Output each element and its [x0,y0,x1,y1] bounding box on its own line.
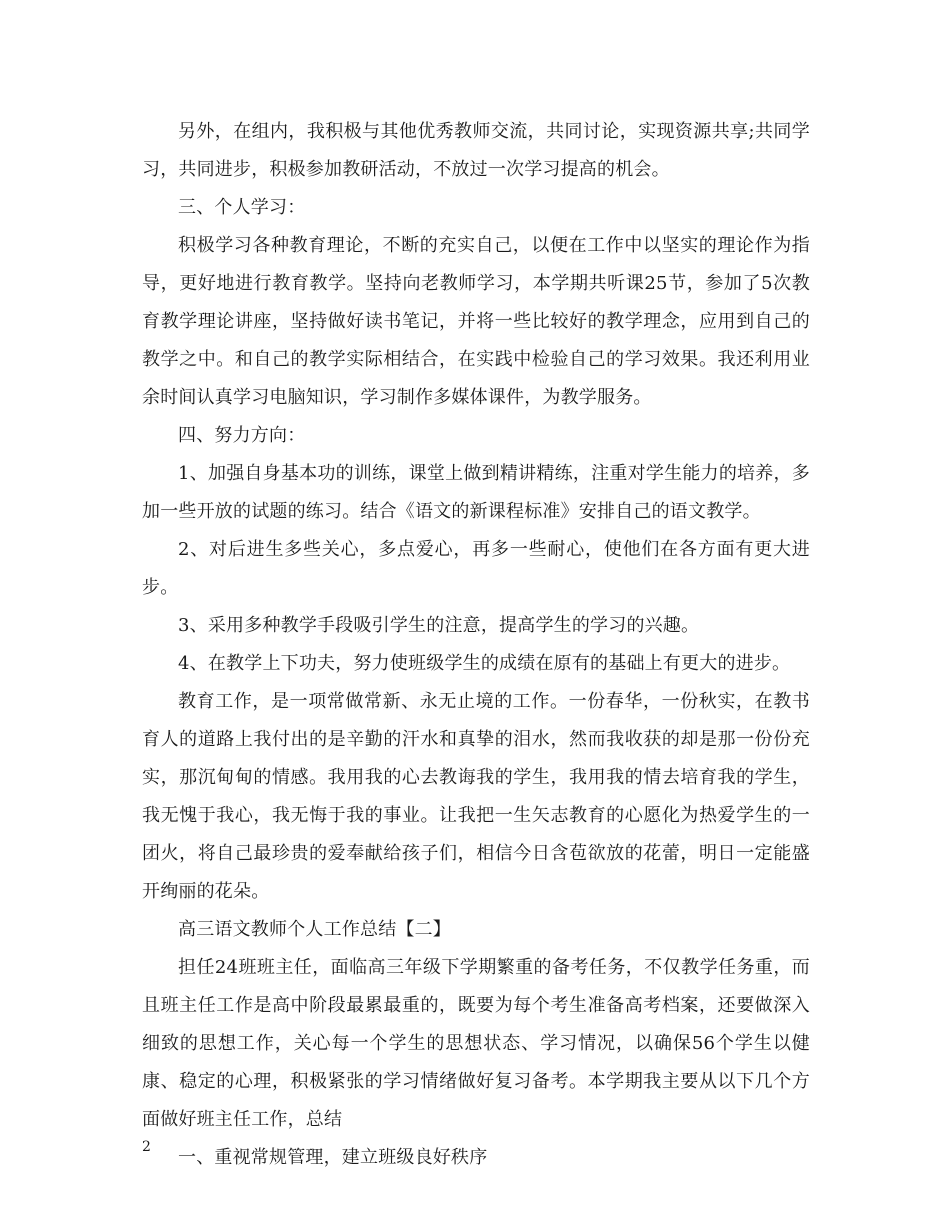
heading-personal-study: 三、个人学习： [178,197,306,218]
list-item-1: 1、加强自身基本功的训练，课堂上做到精讲精练，注重对学生能力的培养，多加一些开放的试题的练习。结合《语文的新课程标准》安排自己的语文教学。 [142,463,810,522]
list-item-4: 4、在教学上下功夫，努力使班级学生的成绩在原有的基础上有更大的进步。 [178,653,791,674]
heading-direction: 四、努力方向： [178,425,306,446]
page-number: 2 [142,1139,151,1155]
document-body [142,113,810,1177]
paragraph-personal-study: 积极学习各种教育理论，不断的充实自己，以便在工作中以坚实的理论作为指导，更好地进行教育教学。坚持向老教师学习，本学期共听课25节，参加了5次教育教学理论讲座，坚持做好读书笔记，并将一些比较好的教学理念，应用到自己的教学之中。和自己的教学实际相结合，在实践中检验自己的学习效果。我还利用业余时间认真学习电脑知识，学习制作多媒体课件，为教学服务。 [142,235,810,408]
paragraph-education-work: 教育工作，是一项常做常新、永无止境的工作。一份春华，一份秋实，在教书育人的道路上我付出的是辛勤的汗水和真挚的泪水，然而我收获的却是那一份份充实，那沉甸甸的情感。我用我的心去教诲我的学生，我用我的情去培育我的学生，我无愧于我心，我无悔于我的事业。让我把一生矢志教育的心愿化为热爱学生的一团火，将自己最珍贵的爱奉献给孩子们，相信今日含苞欲放的花蕾，明日一定能盛开绚丽的花朵。 [142,691,810,902]
paragraph-class-teacher: 担任24班班主任，面临高三年级下学期繁重的备考任务，不仅教学任务重，而且班主任工作是高中阶段最累最重的，既要为每个考生准备高考档案，还要做深入细致的思想工作，关心每一个学生的思想状态、学习情况，以确保56个学生以健康、稳定的心理，积极紧张的学习情绪做好复习备考。本学期我主要从以下几个方面做好班主任工作，总结 [142,957,810,1130]
section-title-two: 高三语文教师个人工作总结【二】 [178,919,451,940]
list-item-3: 3、采用多种教学手段吸引学生的注意，提高学生的学习的兴趣。 [178,615,700,636]
list-item-2: 2、对后进生多些关心，多点爱心，再多一些耐心，使他们在各方面有更大进步。 [142,539,810,598]
heading-routine-management: 一、重视常规管理，建立班级良好秩序 [178,1147,488,1168]
paragraph-resource-sharing: 另外，在组内，我积极与其他优秀教师交流，共同讨论，实现资源共享;共同学习，共同进步，积极参加教研活动，不放过一次学习提高的机会。 [142,121,810,180]
